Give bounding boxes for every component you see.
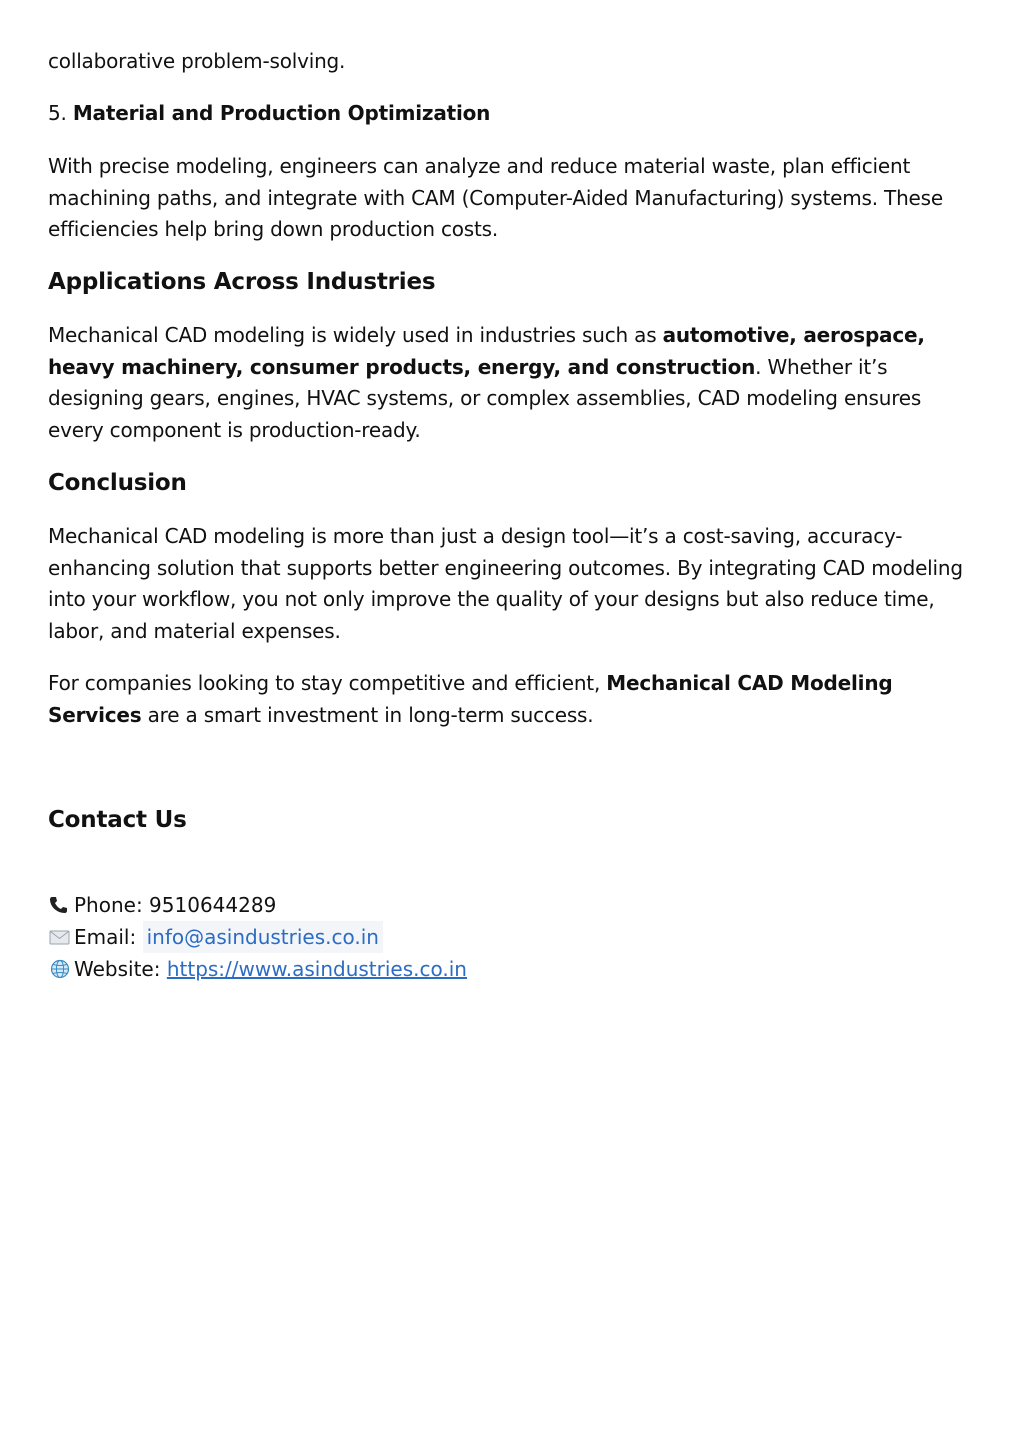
email-link[interactable]: info@asindustries.co.in bbox=[143, 921, 383, 953]
phone-text: Phone: 9510644289 bbox=[74, 893, 277, 917]
intro-tail-text: collaborative problem-solving. bbox=[48, 49, 346, 73]
contact-heading: Contact Us bbox=[48, 807, 187, 833]
item5-number: 5. bbox=[48, 101, 67, 125]
conclusion-p2-before: For companies looking to stay competitive and efficient, bbox=[48, 671, 607, 695]
item5-body: With precise modeling, engineers can analyze and reduce material waste, plan efficient machining paths, and integrate with CAM (Computer-Aided Manufacturing) systems. These efficiencies help bring down production costs. bbox=[48, 154, 943, 241]
conclusion-p2-after: are a smart investment in long-term success. bbox=[141, 702, 594, 727]
phone-icon bbox=[48, 895, 70, 915]
item5-heading bbox=[48, 98, 490, 130]
email-label: Email: bbox=[74, 925, 137, 949]
applications-heading: Applications Across Industries bbox=[48, 269, 436, 295]
applications-paragraph bbox=[48, 320, 973, 446]
globe-icon bbox=[48, 959, 70, 979]
envelope-icon bbox=[48, 927, 70, 947]
applications-industries: automotive, aerospace, heavy machinery, consumer products, energy, and construction bbox=[48, 323, 925, 379]
conclusion-heading: Conclusion bbox=[48, 470, 187, 496]
conclusion-paragraph-1: Mechanical CAD modeling is more than just a design tool—it’s a cost-saving, accuracy-enhancing solution that supports better engineering outcomes. By integrating CAD modeling into your workflow, you not only improve the quality of your designs but also reduce time, labor, and material expenses. bbox=[48, 524, 963, 643]
service-name: Mechanical CAD Modeling Services bbox=[48, 671, 893, 727]
applications-text-before: Mechanical CAD modeling is widely used in industries such as bbox=[48, 323, 663, 347]
website-label: Website: bbox=[74, 957, 161, 981]
contact-website-line bbox=[48, 953, 467, 985]
conclusion-paragraph-2 bbox=[48, 668, 973, 731]
contact-email-line bbox=[48, 921, 467, 953]
contact-list bbox=[48, 889, 467, 985]
item5-title: Material and Production Optimization bbox=[72, 101, 491, 125]
website-link[interactable]: https://www.asindustries.co.in bbox=[166, 957, 467, 981]
contact-phone-line bbox=[48, 889, 467, 921]
applications-text-after: . Whether it’s designing gears, engines, HVAC systems, or complex assemblies, CAD modeling ensures every component is production-ready. bbox=[48, 354, 922, 442]
